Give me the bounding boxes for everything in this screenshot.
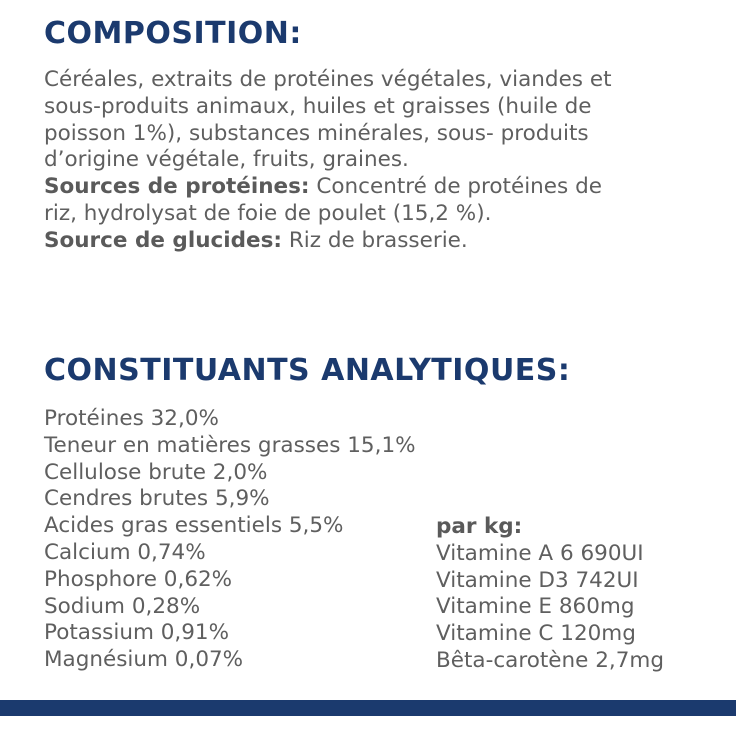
carb-source-label: Source de glucides:: [44, 227, 282, 253]
protein-sources-text: Concentré de protéines de: [309, 174, 602, 200]
constituent-item: Protéines 32,0%: [44, 406, 219, 431]
composition-line: d’origine végétale, fruits, graines.: [44, 147, 409, 173]
per-kg-label: par kg:: [436, 514, 523, 539]
per-kg-list: [436, 514, 664, 675]
constituent-item: Teneur en matières grasses 15,1%: [44, 432, 416, 458]
constituent-item: Potassium 0,91%: [44, 620, 230, 646]
constituents-list: [44, 406, 416, 674]
constituent-item: Cendres brutes 5,9%: [44, 486, 270, 512]
constituent-item: Cellulose brute 2,0%: [44, 459, 268, 485]
vitamin-item: Bêta-carotène 2,7mg: [436, 647, 664, 673]
vitamin-item: Vitamine C 120mg: [436, 621, 636, 647]
vitamin-item: Vitamine E 860mg: [436, 594, 635, 620]
constituent-item: Acides gras essentiels 5,5%: [44, 513, 344, 539]
protein-sources-line-2: riz, hydrolysat de foie de poulet (15,2 %).: [44, 200, 492, 226]
composition-line: sous-produits animaux, huiles et graisses (huile de: [44, 93, 592, 119]
constituent-item: Phosphore 0,62%: [44, 566, 233, 592]
analytical-heading: CONSTITUANTS ANALYTIQUES:: [44, 353, 571, 388]
composition-line: Céréales, extraits de protéines végétales, viandes et: [44, 67, 612, 92]
constituent-item: Sodium 0,28%: [44, 593, 201, 619]
composition-heading: COMPOSITION:: [44, 16, 302, 51]
carb-source-line: [44, 228, 724, 255]
constituent-item: Calcium 0,74%: [44, 539, 206, 565]
bottom-bar: [0, 700, 736, 716]
carb-source-text: Riz de brasserie.: [281, 227, 468, 253]
protein-sources-label: Sources de protéines:: [44, 174, 310, 200]
vitamin-item: Vitamine A 6 690UI: [436, 540, 644, 566]
constituent-item: Magnésium 0,07%: [44, 647, 244, 673]
composition-line: poisson 1%), substances minérales, sous- produits: [44, 120, 589, 146]
protein-sources-line: [44, 174, 724, 201]
vitamin-item: Vitamine D3 742UI: [436, 567, 639, 593]
composition-text: [44, 67, 724, 255]
